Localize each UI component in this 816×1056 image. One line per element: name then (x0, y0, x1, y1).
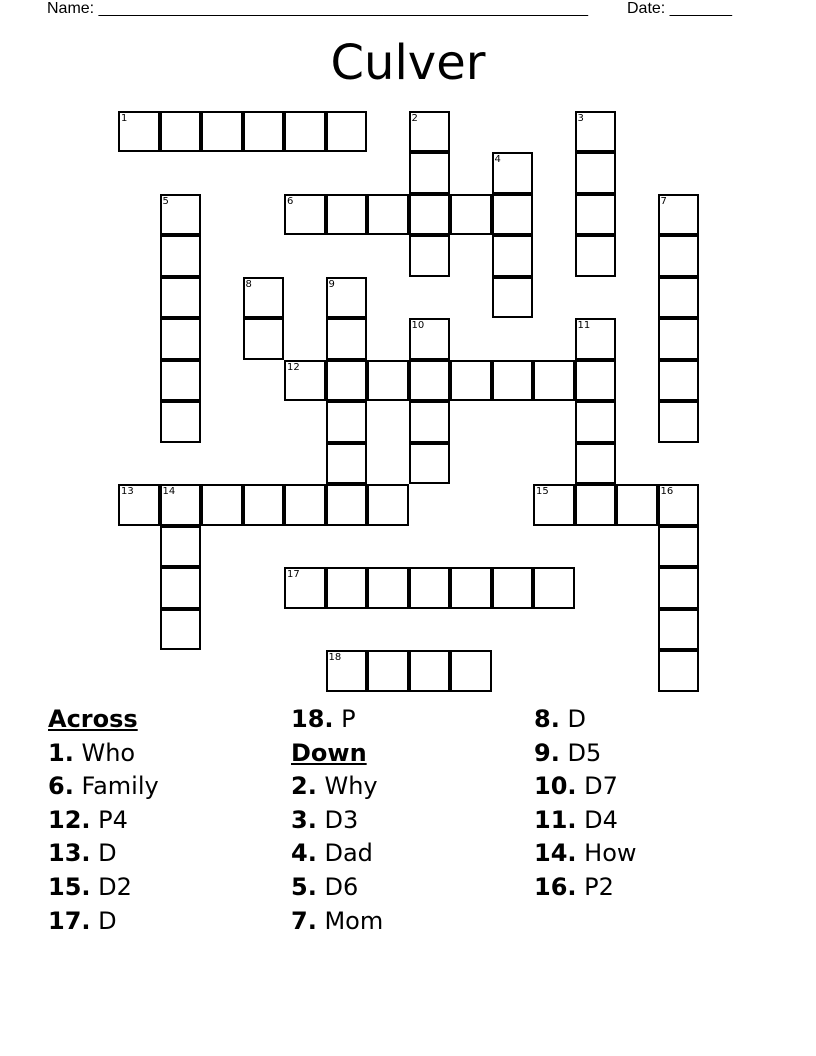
grid-cell[interactable] (409, 194, 451, 236)
grid-cell[interactable] (326, 401, 368, 443)
clue-text: Who (81, 738, 136, 767)
clue-text: Dad (324, 839, 373, 868)
grid-cell[interactable] (575, 360, 617, 402)
grid-cell[interactable] (160, 526, 202, 568)
clue-column-1 (48, 703, 159, 938)
grid-cell[interactable] (658, 277, 700, 319)
grid-cell[interactable] (409, 111, 451, 153)
cell-number: 8 (245, 278, 252, 290)
grid-cell[interactable] (243, 277, 285, 319)
grid-cell[interactable] (450, 360, 492, 402)
grid-cell[interactable] (492, 567, 534, 609)
grid-cell[interactable] (616, 484, 658, 526)
grid-cell[interactable] (492, 152, 534, 194)
clue-number: 18. (291, 705, 334, 733)
clue-number: 17. (48, 906, 91, 935)
clue-text: D (567, 705, 586, 733)
clue-text: D4 (584, 805, 618, 834)
grid-cell[interactable] (201, 484, 243, 526)
grid-cell[interactable] (409, 235, 451, 277)
grid-cell[interactable] (658, 318, 700, 360)
clue-item (534, 804, 637, 838)
clue-item (48, 804, 159, 838)
clue-item (291, 770, 383, 804)
grid-cell[interactable] (575, 194, 617, 236)
clue-number: 9. (534, 738, 560, 767)
clue-text: D (98, 906, 117, 935)
clue-text: P2 (584, 872, 614, 901)
clue-text: D3 (324, 805, 359, 834)
grid-cell[interactable] (160, 609, 202, 651)
grid-cell[interactable] (160, 484, 202, 526)
clue-item (291, 804, 383, 838)
clue-number: 15. (48, 872, 91, 901)
grid-cell[interactable] (575, 111, 617, 153)
grid-cell[interactable] (533, 567, 575, 609)
grid-cell[interactable] (575, 235, 617, 277)
grid-cell[interactable] (450, 194, 492, 236)
grid-cell[interactable] (492, 235, 534, 277)
clue-item (48, 737, 159, 771)
clue-item (48, 871, 159, 905)
clue-number: 8. (534, 705, 560, 733)
clue-text: Why (324, 772, 378, 801)
clue-number: 6. (48, 772, 74, 801)
grid-cell[interactable] (492, 277, 534, 319)
cell-number: 15 (536, 486, 549, 497)
clue-text: How (584, 839, 637, 868)
grid-cell[interactable] (160, 111, 202, 153)
grid-cell[interactable] (409, 443, 451, 485)
clue-number: 12. (48, 805, 91, 834)
clue-number: 1. (48, 738, 74, 767)
cell-number: 1 (121, 112, 128, 124)
clue-text: D6 (324, 872, 359, 901)
cell-number: 17 (287, 569, 300, 580)
grid-cell[interactable] (326, 277, 368, 319)
grid-cell[interactable] (575, 443, 617, 485)
grid-cell[interactable] (409, 650, 451, 692)
grid-cell[interactable] (284, 194, 326, 236)
clue-item (291, 871, 383, 905)
cell-number: 18 (328, 652, 342, 663)
cell-number: 11 (577, 320, 591, 331)
clue-text: D7 (584, 772, 618, 801)
clue-column-2 (291, 703, 383, 938)
cell-number: 3 (577, 112, 584, 124)
grid-cell[interactable] (243, 318, 285, 360)
grid-cell[interactable] (284, 567, 326, 609)
clue-item (534, 770, 637, 804)
date-field-label: Date: _______ (627, 0, 732, 17)
grid-cell[interactable] (326, 111, 368, 153)
clue-column-3 (534, 703, 637, 905)
clue-number: 14. (534, 839, 577, 868)
cell-number: 10 (411, 320, 425, 331)
grid-cell[interactable] (160, 235, 202, 277)
grid-cell[interactable] (658, 360, 700, 402)
grid-cell[interactable] (326, 650, 368, 692)
clue-number: 10. (534, 772, 577, 801)
grid-cell[interactable] (160, 567, 202, 609)
clue-item (48, 770, 159, 804)
grid-cell[interactable] (409, 567, 451, 609)
grid-cell[interactable] (326, 360, 368, 402)
clue-number: 4. (291, 839, 317, 868)
clue-number: 3. (291, 805, 317, 834)
clue-text: D2 (98, 872, 132, 901)
grid-cell[interactable] (367, 194, 409, 236)
grid-cell[interactable] (243, 484, 285, 526)
name-field-label: Name: _______________________________________________________ (47, 0, 588, 17)
cell-number: 6 (287, 195, 294, 207)
clue-text: P (341, 705, 356, 733)
clue-item (291, 837, 383, 871)
cell-number: 4 (494, 154, 501, 165)
clue-heading: Across (48, 705, 138, 733)
clue-item (48, 837, 159, 871)
grid-cell[interactable] (658, 194, 700, 236)
clue-number: 5. (291, 872, 317, 901)
clue-text: Mom (324, 906, 384, 935)
grid-cell[interactable] (326, 443, 368, 485)
grid-cell[interactable] (367, 360, 409, 402)
grid-cell[interactable] (658, 401, 700, 443)
grid-cell[interactable] (575, 152, 617, 194)
grid-cell[interactable] (160, 277, 202, 319)
grid-cell[interactable] (409, 152, 451, 194)
grid-cell[interactable] (450, 650, 492, 692)
clue-number: 11. (534, 805, 577, 834)
cell-number: 5 (162, 195, 169, 207)
grid-cell[interactable] (367, 484, 409, 526)
grid-cell[interactable] (533, 360, 575, 402)
grid-cell[interactable] (492, 360, 534, 402)
grid-cell[interactable] (575, 401, 617, 443)
cell-number: 12 (287, 361, 300, 373)
clue-item (534, 871, 637, 905)
grid-cell[interactable] (658, 526, 700, 568)
grid-cell[interactable] (575, 318, 617, 360)
grid-cell[interactable] (243, 111, 285, 153)
clue-text: D (98, 839, 117, 868)
grid-cell[interactable] (326, 484, 368, 526)
grid-cell[interactable] (160, 318, 202, 360)
clue-text: P4 (98, 805, 128, 834)
grid-cell[interactable] (367, 567, 409, 609)
grid-cell[interactable] (658, 484, 700, 526)
grid-cell[interactable] (409, 401, 451, 443)
grid-cell[interactable] (160, 401, 202, 443)
cell-number: 2 (411, 112, 418, 124)
grid-cell[interactable] (658, 235, 700, 277)
grid-cell[interactable] (367, 650, 409, 692)
grid-cell[interactable] (658, 609, 700, 651)
grid-cell[interactable] (533, 484, 575, 526)
clue-number: 7. (291, 906, 317, 935)
grid-cell[interactable] (658, 567, 700, 609)
grid-cell[interactable] (409, 318, 451, 360)
grid-cell[interactable] (575, 484, 617, 526)
clue-item (291, 703, 383, 737)
grid-cell[interactable] (201, 111, 243, 153)
grid-cell[interactable] (326, 567, 368, 609)
grid-cell[interactable] (284, 484, 326, 526)
grid-cell[interactable] (450, 567, 492, 609)
cell-number: 9 (328, 278, 335, 290)
grid-cell[interactable] (160, 194, 202, 236)
grid-cell[interactable] (492, 194, 534, 236)
clue-item (291, 905, 383, 939)
grid-cell[interactable] (409, 360, 451, 402)
grid-cell[interactable] (118, 484, 160, 526)
cell-number: 13 (121, 486, 134, 497)
clue-number: 16. (534, 872, 577, 901)
grid-cell[interactable] (326, 194, 368, 236)
grid-cell[interactable] (160, 360, 202, 402)
clue-item (534, 703, 637, 737)
clue-text: Family (81, 772, 159, 801)
cell-number: 16 (660, 486, 674, 497)
clue-heading: Down (291, 738, 367, 767)
page-title: Culver (330, 35, 486, 91)
clue-number: 2. (291, 772, 317, 801)
grid-cell[interactable] (326, 318, 368, 360)
cell-number: 7 (660, 195, 667, 207)
clue-number: 13. (48, 839, 91, 868)
clue-item (48, 905, 159, 939)
grid-cell[interactable] (118, 111, 160, 153)
grid-cell[interactable] (658, 650, 700, 692)
grid-cell[interactable] (284, 111, 326, 153)
clue-item (534, 837, 637, 871)
cell-number: 14 (162, 486, 176, 497)
clue-text: D5 (567, 738, 602, 767)
clue-item (534, 737, 637, 771)
grid-cell[interactable] (284, 360, 326, 402)
